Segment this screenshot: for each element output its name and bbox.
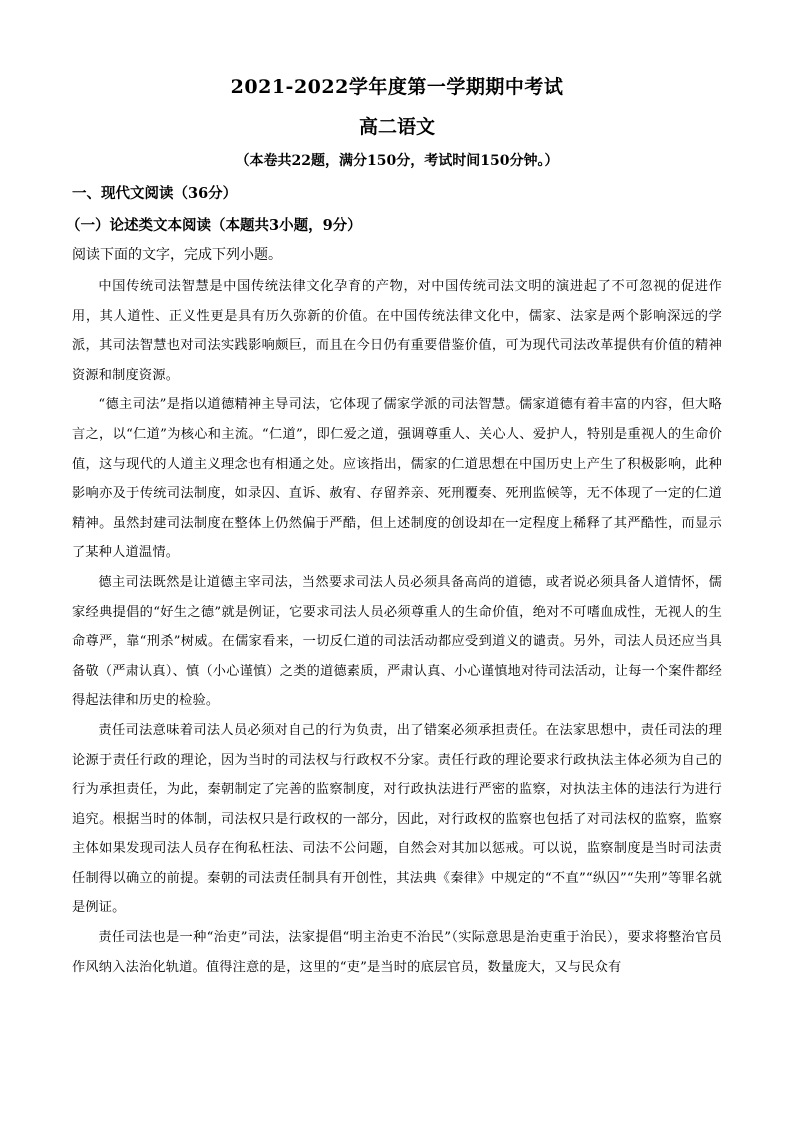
reading-instruction: 阅读下面的文字，完成下列小题。 <box>72 247 282 263</box>
passage-paragraph: 责任司法意味着司法人员必须对自己的行为负责，出了错案必须承担责任。在法家思想中，责任司法的理论源于责任行政的理论，因为当时的司法权与行政权不分家。责任行政的理论要求行政执法主体必须为自己的行为承担责任，为此，秦朝制定了完善的监察制度，对行政执法进行严密的监察，对执法主体的违法行为进行追究。根据当时的体制，司法权只是行政权的一部分，因此，对行政权的监察也包括了对司法权的监察，监察主体如果发现司法人员存在徇私枉法、司法不公问题，自然会对其加以惩戒。可以说，监察制度是当时司法责任制得以确立的前提。秦朝的司法责任制具有开创性，其法典《秦律》中规定的“不直”“纵囚”“失刑”等罪名就是例证。 <box>72 722 722 916</box>
passage-body <box>72 272 722 982</box>
subject-title: 高二语文 <box>358 116 435 138</box>
passage-paragraph: 中国传统司法智慧是中国传统法律文化孕育的产物，对中国传统司法文明的演进起了不可忽视的促进作用，其人道性、正义性更是具有历久弥新的价值。在中国传统法律文化中，儒家、法家是两个影响深远的学派，其司法智慧也对司法实践影响颇巨，而且在今日仍有重要借鉴价值，可为现代司法改革提供有价值的精神资源和制度资源。 <box>72 279 722 383</box>
passage-paragraph: “德主司法”是指以道德精神主导司法，它体现了儒家学派的司法智慧。儒家道德有着丰富的内容，但大略言之，以“仁道”为核心和主流。“仁道”，即仁爱之道，强调尊重人、关心人、爱护人，特别是重视人的生命价值，这与现代的人道主义理念也有相通之处。应该指出，儒家的仁道思想在中国历史上产生了积极影响，此种影响亦及于传统司法制度，如录囚、直诉、赦宥、存留养亲、死刑覆奏、死刑监候等，无不体现了一定的仁道精神。虽然封建司法制度在整体上仍然偏于严酷，但上述制度的创设却在一定程度上稀释了其严酷性，而显示了某种人道温情。 <box>72 397 722 561</box>
passage-paragraph: 德主司法既然是让道德主宰司法，当然要求司法人员必须具备高尚的道德，或者说必须具备人道情怀，儒家经典提倡的“好生之德”就是例证，它要求司法人员必须尊重人的生命价值，绝对不可嗜血成性，无视人的生命尊严，靠“刑杀”树威。在儒家看来，一切反仁道的司法活动都应受到道义的谴责。另外，司法人员还应当具备敬（严肃认真）、慎（小心谨慎）之类的道德素质，严肃认真、小心谨慎地对待司法活动，让每一个案件都经得起法律和历史的检验。 <box>72 574 722 709</box>
exam-info: （本卷共22题，满分150分，考试时间150分钟。） <box>235 153 559 169</box>
section-heading-part1-1: （一）论述类文本阅读（本题共3小题，9分） <box>66 217 362 234</box>
passage-paragraph: 责任司法也是一种“治吏”司法，法家提倡“明主治吏不治民”（实际意思是治吏重于治民），要求将整治官员作风纳入法治化轨道。值得注意的是，这里的“吏”是当时的底层官员，数量庞大，又与民众有 <box>72 930 722 975</box>
exam-title: 2021-2022学年度第一学期期中考试 <box>230 76 564 98</box>
section-heading-part1: 一、现代文阅读（36分） <box>72 185 238 202</box>
